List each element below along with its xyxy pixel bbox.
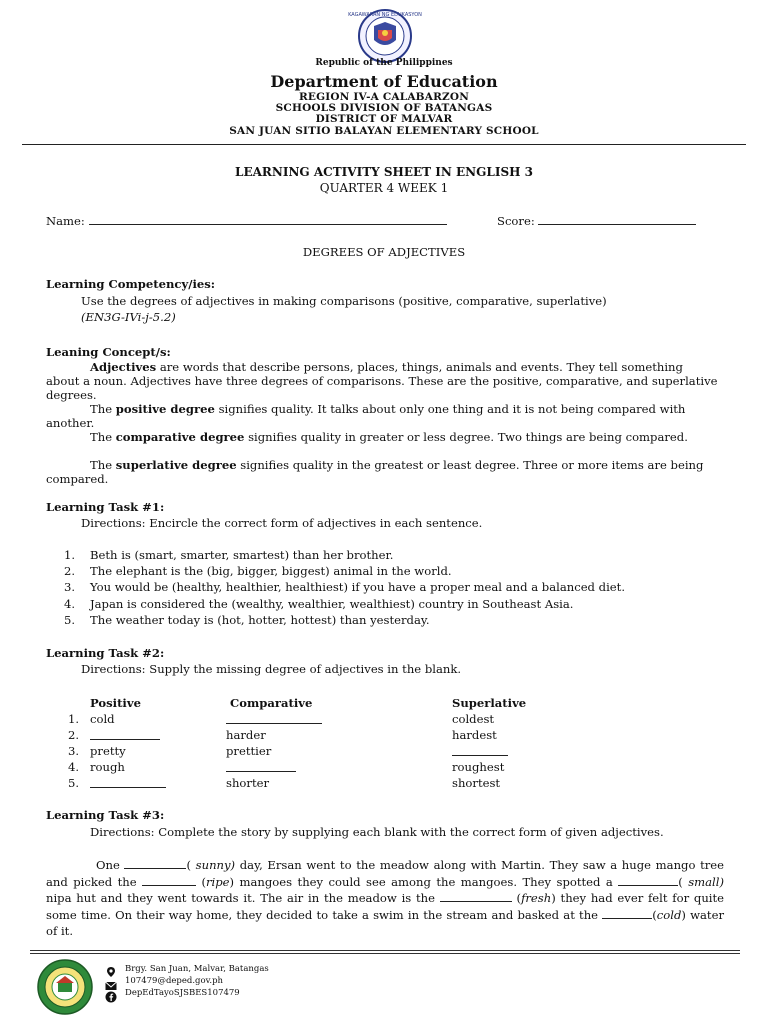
task2-directions: Directions: Supply the missing degree of adjectives in the blank.: [81, 662, 462, 676]
name-field[interactable]: [46, 213, 447, 228]
item-text[interactable]: The weather today is (hot, hotter, hottest) than yesterday.: [90, 612, 430, 627]
story-hint: cold: [656, 907, 682, 922]
list-item: [64, 612, 744, 628]
concept-paragraph-2: [46, 402, 718, 430]
story-hint: ripe: [206, 874, 230, 889]
footer-address: Brgy. San Juan, Malvar, Batangas: [125, 964, 269, 974]
deped-seal-logo: [348, 8, 422, 64]
story-blank-4[interactable]: [440, 890, 512, 902]
col-header-comparative: Comparative: [230, 696, 313, 710]
svg-text:KAGAWARAN NG EDUKASYON: KAGAWARAN NG EDUKASYON: [348, 12, 422, 18]
task1-heading: Learning Task #1:: [46, 500, 165, 514]
footer-facebook[interactable]: DepEdTayoSJSBES107479: [125, 988, 240, 998]
task1-directions: Directions: Encircle the correct form of adjectives in each sentence.: [81, 516, 483, 530]
header-republic: Republic of the Philippines: [315, 58, 453, 68]
task3-story: One ( sunny) day, Ersan went to the meadow along with Martin. They saw a huge mango tree and picked the (ripe) mangoes they could see among the mangoes. They spotted a ( small) nipa hut and they went towards it. The air in the meadow is the (fresh) they had ever felt for quite some time. On their way home, they decided to take a swim in the stream and basked at the (cold) water of it.: [46, 858, 725, 938]
blank-comparative[interactable]: [226, 712, 322, 727]
story-blank-1[interactable]: [124, 857, 186, 869]
concept-p4-text: signifies quality in the greatest or least degree. Three or more items are being compared.: [46, 458, 704, 486]
score-blank[interactable]: [538, 213, 696, 225]
item-number: 4.: [64, 596, 76, 611]
concept-paragraph-3: [46, 430, 718, 444]
item-text[interactable]: You would be (healthy, healthier, healthiest) if you have a proper meal and a balanced diet.: [90, 580, 626, 595]
sheet-subtitle: QUARTER 4 WEEK 1: [319, 181, 449, 195]
facebook-icon: [105, 988, 119, 1000]
header-department: Department of Education: [270, 72, 498, 91]
story-hint: fresh: [521, 891, 552, 905]
task3-heading: Learning Task #3:: [46, 808, 165, 822]
story-hint: sunny): [191, 858, 236, 872]
row-number: 2.: [68, 728, 80, 742]
concept-p2-text: signifies quality. It talks about only one thing and it is not being compared with another.: [46, 402, 686, 430]
task2-heading: Learning Task #2:: [46, 646, 165, 660]
task3-directions: Directions: Complete the story by supplying each blank with the correct form of given adjectives.: [90, 825, 664, 839]
term-comparative-degree: comparative degree: [115, 430, 245, 444]
email-icon: [105, 976, 119, 988]
story-blank-5[interactable]: [602, 907, 652, 919]
location-pin-icon: [105, 963, 119, 975]
header-district: DISTRICT OF MALVAR: [315, 113, 453, 125]
cell-comparative: prettier: [226, 744, 272, 758]
cell-comparative: harder: [226, 728, 266, 742]
list-item: [64, 547, 744, 563]
cell-superlative: roughest: [452, 760, 505, 774]
concept-p3-pre: The: [90, 430, 116, 444]
story-text: nipa hut and they went towards it. The air in the meadow is the: [46, 891, 440, 905]
concept-p1-text: are words that describe persons, places, things, animals and events. They tell something about a noun. Adjectives have three degrees of comparisons. These are the positive, comparative, and superlative degrees.: [46, 360, 718, 402]
item-number: 2.: [64, 564, 76, 579]
concept-p2-pre: The: [90, 402, 116, 416]
blank-positive[interactable]: [90, 776, 166, 791]
blank-comparative[interactable]: [226, 760, 296, 775]
item-text[interactable]: Beth is (smart, smarter, smartest) than her brother.: [90, 548, 394, 562]
degrees-table: [64, 696, 744, 796]
concept-paragraph-1: [46, 360, 718, 402]
story-text: water of it.: [46, 907, 724, 938]
story-text: mangoes they could see among the mangoes. They spotted a: [234, 874, 619, 889]
row-number: 5.: [68, 776, 80, 790]
competency-heading: Learning Competency/ies:: [46, 277, 216, 291]
col-header-superlative: Superlative: [452, 696, 527, 710]
school-seal-logo: [36, 958, 94, 1016]
story-blank-2[interactable]: [142, 874, 196, 886]
item-text[interactable]: The elephant is the (big, bigger, biggest) animal in the world.: [90, 564, 452, 579]
item-number: 3.: [64, 580, 76, 595]
item-number: 5.: [64, 612, 76, 627]
term-superlative-degree: superlative degree: [115, 458, 237, 472]
header-division: SCHOOLS DIVISION OF BATANGAS: [275, 102, 493, 114]
competency-code: (EN3G-IVi-j-5.2): [81, 310, 176, 324]
item-number: 1.: [64, 548, 76, 562]
col-header-positive: Positive: [90, 696, 141, 710]
sheet-title: LEARNING ACTIVITY SHEET IN ENGLISH 3: [235, 165, 533, 179]
cell-positive: cold: [90, 712, 115, 726]
cell-comparative: shorter: [226, 776, 270, 790]
term-adjectives: Adjectives: [90, 360, 157, 374]
footer-divider-top: [30, 950, 740, 951]
header-divider: [22, 144, 746, 145]
score-label: Score:: [497, 214, 535, 228]
name-label: Name:: [46, 214, 85, 228]
concept-p3-text: signifies quality in greater or less degree. Two things are being compared.: [244, 430, 688, 444]
blank-superlative[interactable]: [452, 744, 508, 759]
name-blank[interactable]: [89, 213, 447, 225]
task1-list: [64, 547, 744, 628]
list-item: [64, 596, 744, 612]
list-item: [64, 563, 744, 579]
story-text: One: [96, 858, 125, 872]
score-field[interactable]: [497, 213, 696, 228]
row-number: 4.: [68, 760, 80, 774]
footer-divider-bottom: [30, 953, 740, 954]
competency-text: Use the degrees of adjectives in making comparisons (positive, comparative, superlative): [81, 294, 607, 308]
topic-title: DEGREES OF ADJECTIVES: [302, 245, 466, 259]
concept-paragraph-4: [46, 458, 718, 486]
story-hint: small): [682, 874, 724, 889]
row-number: 3.: [68, 744, 80, 758]
header-school: SAN JUAN SITIO BALAYAN ELEMENTARY SCHOOL: [229, 125, 539, 137]
concept-heading: Leaning Concept/s:: [46, 345, 171, 359]
story-text: they had ever felt for quite some time. On their way home, they decided to take a swim in the stream and basked at the: [46, 891, 725, 922]
term-positive-degree: positive degree: [115, 402, 215, 416]
concept-p4-pre: The: [90, 458, 116, 472]
blank-positive[interactable]: [90, 728, 160, 743]
header-region: REGION IV-A CALABARZON: [298, 91, 470, 103]
cell-superlative: hardest: [452, 728, 497, 742]
cell-superlative: coldest: [452, 712, 495, 726]
item-text[interactable]: Japan is considered the (wealthy, wealthier, wealthiest) country in Southeast Asia.: [90, 596, 574, 611]
cell-positive: rough: [90, 760, 125, 774]
story-text: day, Ersan went to the meadow along with Martin. They saw a huge mango tree and picked the: [46, 858, 725, 889]
list-item: [64, 579, 744, 595]
row-number: 1.: [68, 712, 80, 726]
cell-positive: pretty: [90, 744, 126, 758]
footer-email[interactable]: 107479@deped.gov.ph: [125, 976, 224, 986]
cell-superlative: shortest: [452, 776, 501, 790]
story-blank-3[interactable]: [618, 874, 678, 886]
